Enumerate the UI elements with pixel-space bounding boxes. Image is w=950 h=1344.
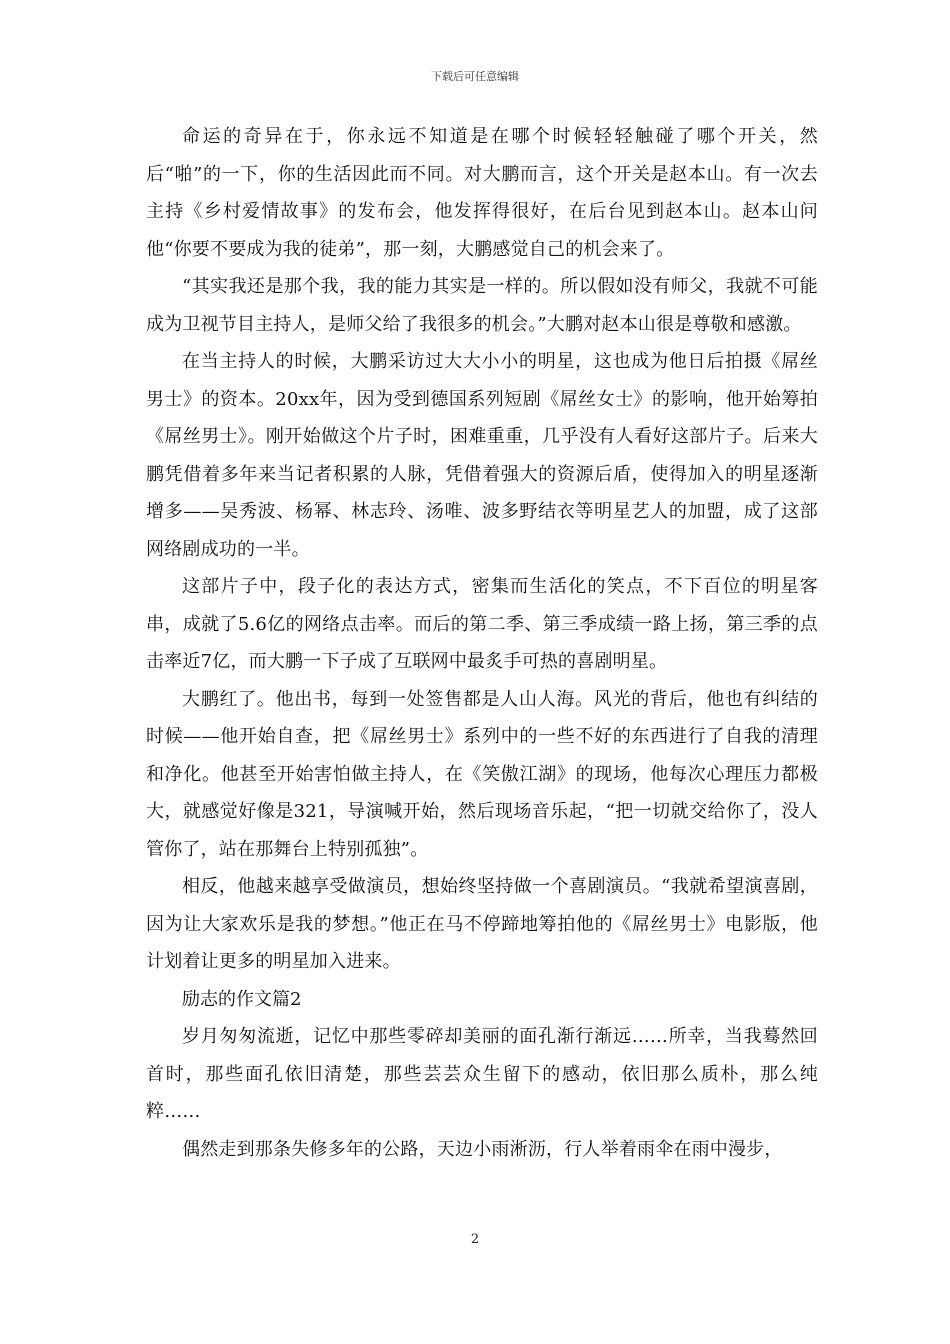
paragraph-6: 相反，他越来越享受做演员，想始终坚持做一个喜剧演员。“我就希望演喜剧，因为让大家欢乐是我的梦想。”他正在马不停蹄地筹拍他的《屌丝男士》电影版，他计划着让更多的明星加入进来。 — [146, 876, 818, 972]
paragraph-4: 这部片子中，段子化的表达方式，密集而生活化的笑点，不下百位的明星客串，成就了5.6亿的网络点击率。而后的第二季、第三季成绩一路上扬，第三季的点击率近7亿，而大鹏一下子成了互联网中最炙手可热的喜剧明星。 — [146, 576, 818, 672]
paragraph-8: 偶然走到那条失修多年的公路，天边小雨淅沥，行人举着雨伞在雨中漫步， — [182, 1138, 783, 1160]
paragraph-5: 大鹏红了。他出书，每到一处签售都是人山人海。风光的背后，他也有纠结的时候——他开始自查，把《屌丝男士》系列中的一些不好的东西进行了自我的清理和净化。他甚至开始害怕做主持人，在《笑傲江湖》的现场，他每次心理压力都极大，就感觉好像是321，导演喊开始，然后现场音乐起，“把一切就交给你了，没人管你了，站在那舞台上特别孤独”。 — [146, 688, 818, 860]
section-heading: 励志的作文篇2 — [182, 988, 302, 1010]
paragraph-7: 岁月匆匆流逝，记忆中那些零碎却美丽的面孔渐行渐远……所幸，当我蓦然回首时，那些面孔依旧清楚，那些芸芸众生留下的感动，依旧那么质朴，那么纯粹…… — [146, 1026, 818, 1122]
page-number: 2 — [470, 1232, 480, 1247]
paragraph-1: 命运的奇异在于，你永远不知道是在哪个时候轻轻触碰了哪个开关，然后“啪”的一下，你的生活因此而不同。对大鹏而言，这个开关是赵本山。有一次去主持《乡村爱情故事》的发布会，他发挥得很好，在后台见到赵本山。赵本山问他“你要不要成为我的徒弟”，那一刻，大鹏感觉自己的机会来了。 — [146, 126, 818, 260]
paragraph-3: 在当主持人的时候，大鹏采访过大大小小的明星，这也成为他日后拍摄《屌丝男士》的资本。20xx年，因为受到德国系列短剧《屌丝女士》的影响，他开始筹拍《屌丝男士》。刚开始做这个片子时，困难重重，几乎没有人看好这部片子。后来大鹏凭借着多年来当记者积累的人脉，凭借着强大的资源后盾，使得加入的明星逐渐增多——吴秀波、杨幂、林志玲、汤唯、波多野结衣等明星艺人的加盟，成了这部网络剧成功的一半。 — [146, 351, 818, 560]
document-body — [146, 118, 818, 1168]
page-header: 下载后可任意编辑 — [431, 70, 519, 83]
paragraph-2: “其实我还是那个我，我的能力其实是一样的。所以假如没有师父，我就不可能成为卫视节目主持人，是师父给了我很多的机会。”大鹏对赵本山很是尊敬和感激。 — [146, 276, 818, 335]
